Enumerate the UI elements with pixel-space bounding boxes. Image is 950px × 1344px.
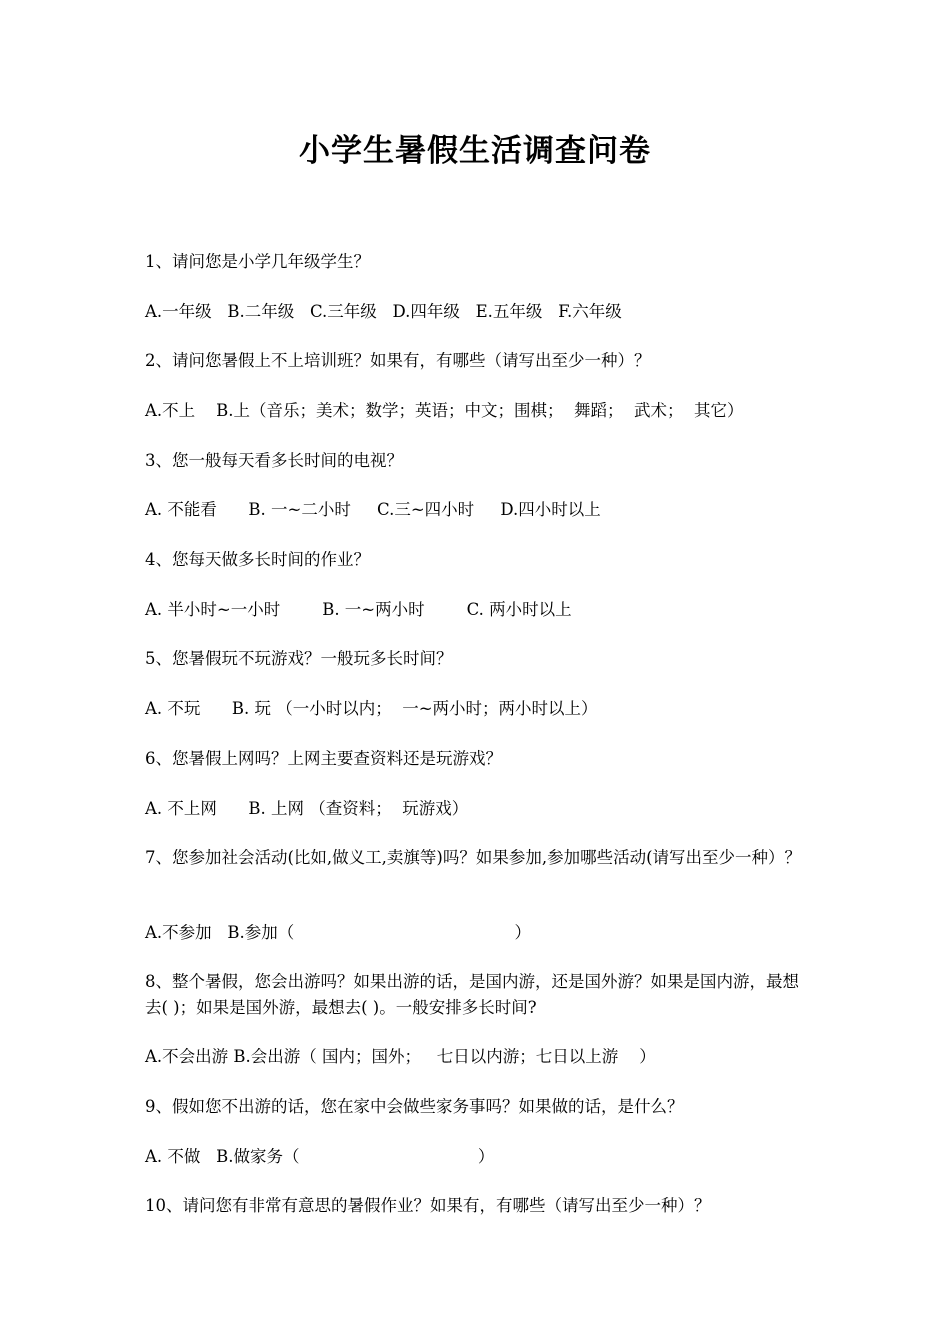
question-10: 10、请问您有非常有意思的暑假作业？如果有，有哪些（请写出至少一种）？ <box>145 1196 711 1215</box>
question-2: 2、请问您暑假上不上培训班？如果有，有哪些（请写出至少一种）？ <box>145 351 651 370</box>
question-8-options: A.不会出游 B.会出游（ 国内；国外； 七日以内游；七日以上游 ） <box>145 1047 656 1066</box>
question-3: 3、您一般每天看多长时间的电视？ <box>145 451 403 470</box>
question-6-options: A. 不上网 B. 上网 （查资料； 玩游戏） <box>145 799 469 818</box>
question-7-options: A.不参加 B.参加（ ） <box>145 923 532 942</box>
question-5: 5、您暑假玩不玩游戏？一般玩多长时间？ <box>145 649 453 668</box>
question-1-options: A.一年级 B.二年级 C.三年级 D.四年级 E.五年级 F.六年级 <box>145 302 622 321</box>
question-1: 1、请问您是小学几年级学生？ <box>145 252 370 271</box>
question-4: 4、您每天做多长时间的作业？ <box>145 550 370 569</box>
question-3-options: A. 不能看 B. 一~二小时 C.三~四小时 D.四小时以上 <box>145 500 601 519</box>
question-7: 7、您参加社会活动(比如,做义工,卖旗等)吗？如果参加,参加哪些活动(请写出至少一种）？ <box>145 848 802 867</box>
question-6: 6、您暑假上网吗？上网主要查资料还是玩游戏？ <box>145 749 502 768</box>
question-5-options: A. 不玩 B. 玩 （一小时以内； 一~两小时；两小时以上） <box>145 699 598 718</box>
question-8: 8、整个暑假，您会出游吗？如果出游的话，是国内游，还是国外游？如果是国内游，最想去( )；如果是国外游，最想去( )。一般安排多长时间? <box>145 972 799 1017</box>
question-2-options: A.不上 B.上（音乐；美术；数学；英语；中文；围棋； 舞蹈； 武术； 其它） <box>145 401 744 420</box>
page-title: 小学生暑假生活调查问卷 <box>299 133 651 169</box>
question-9-options: A. 不做 B.做家务（ ） <box>145 1147 495 1166</box>
question-4-options: A. 半小时~一小时 B. 一~两小时 C. 两小时以上 <box>145 600 572 619</box>
question-9: 9、假如您不出游的话，您在家中会做些家务事吗？如果做的话，是什么？ <box>145 1097 684 1116</box>
